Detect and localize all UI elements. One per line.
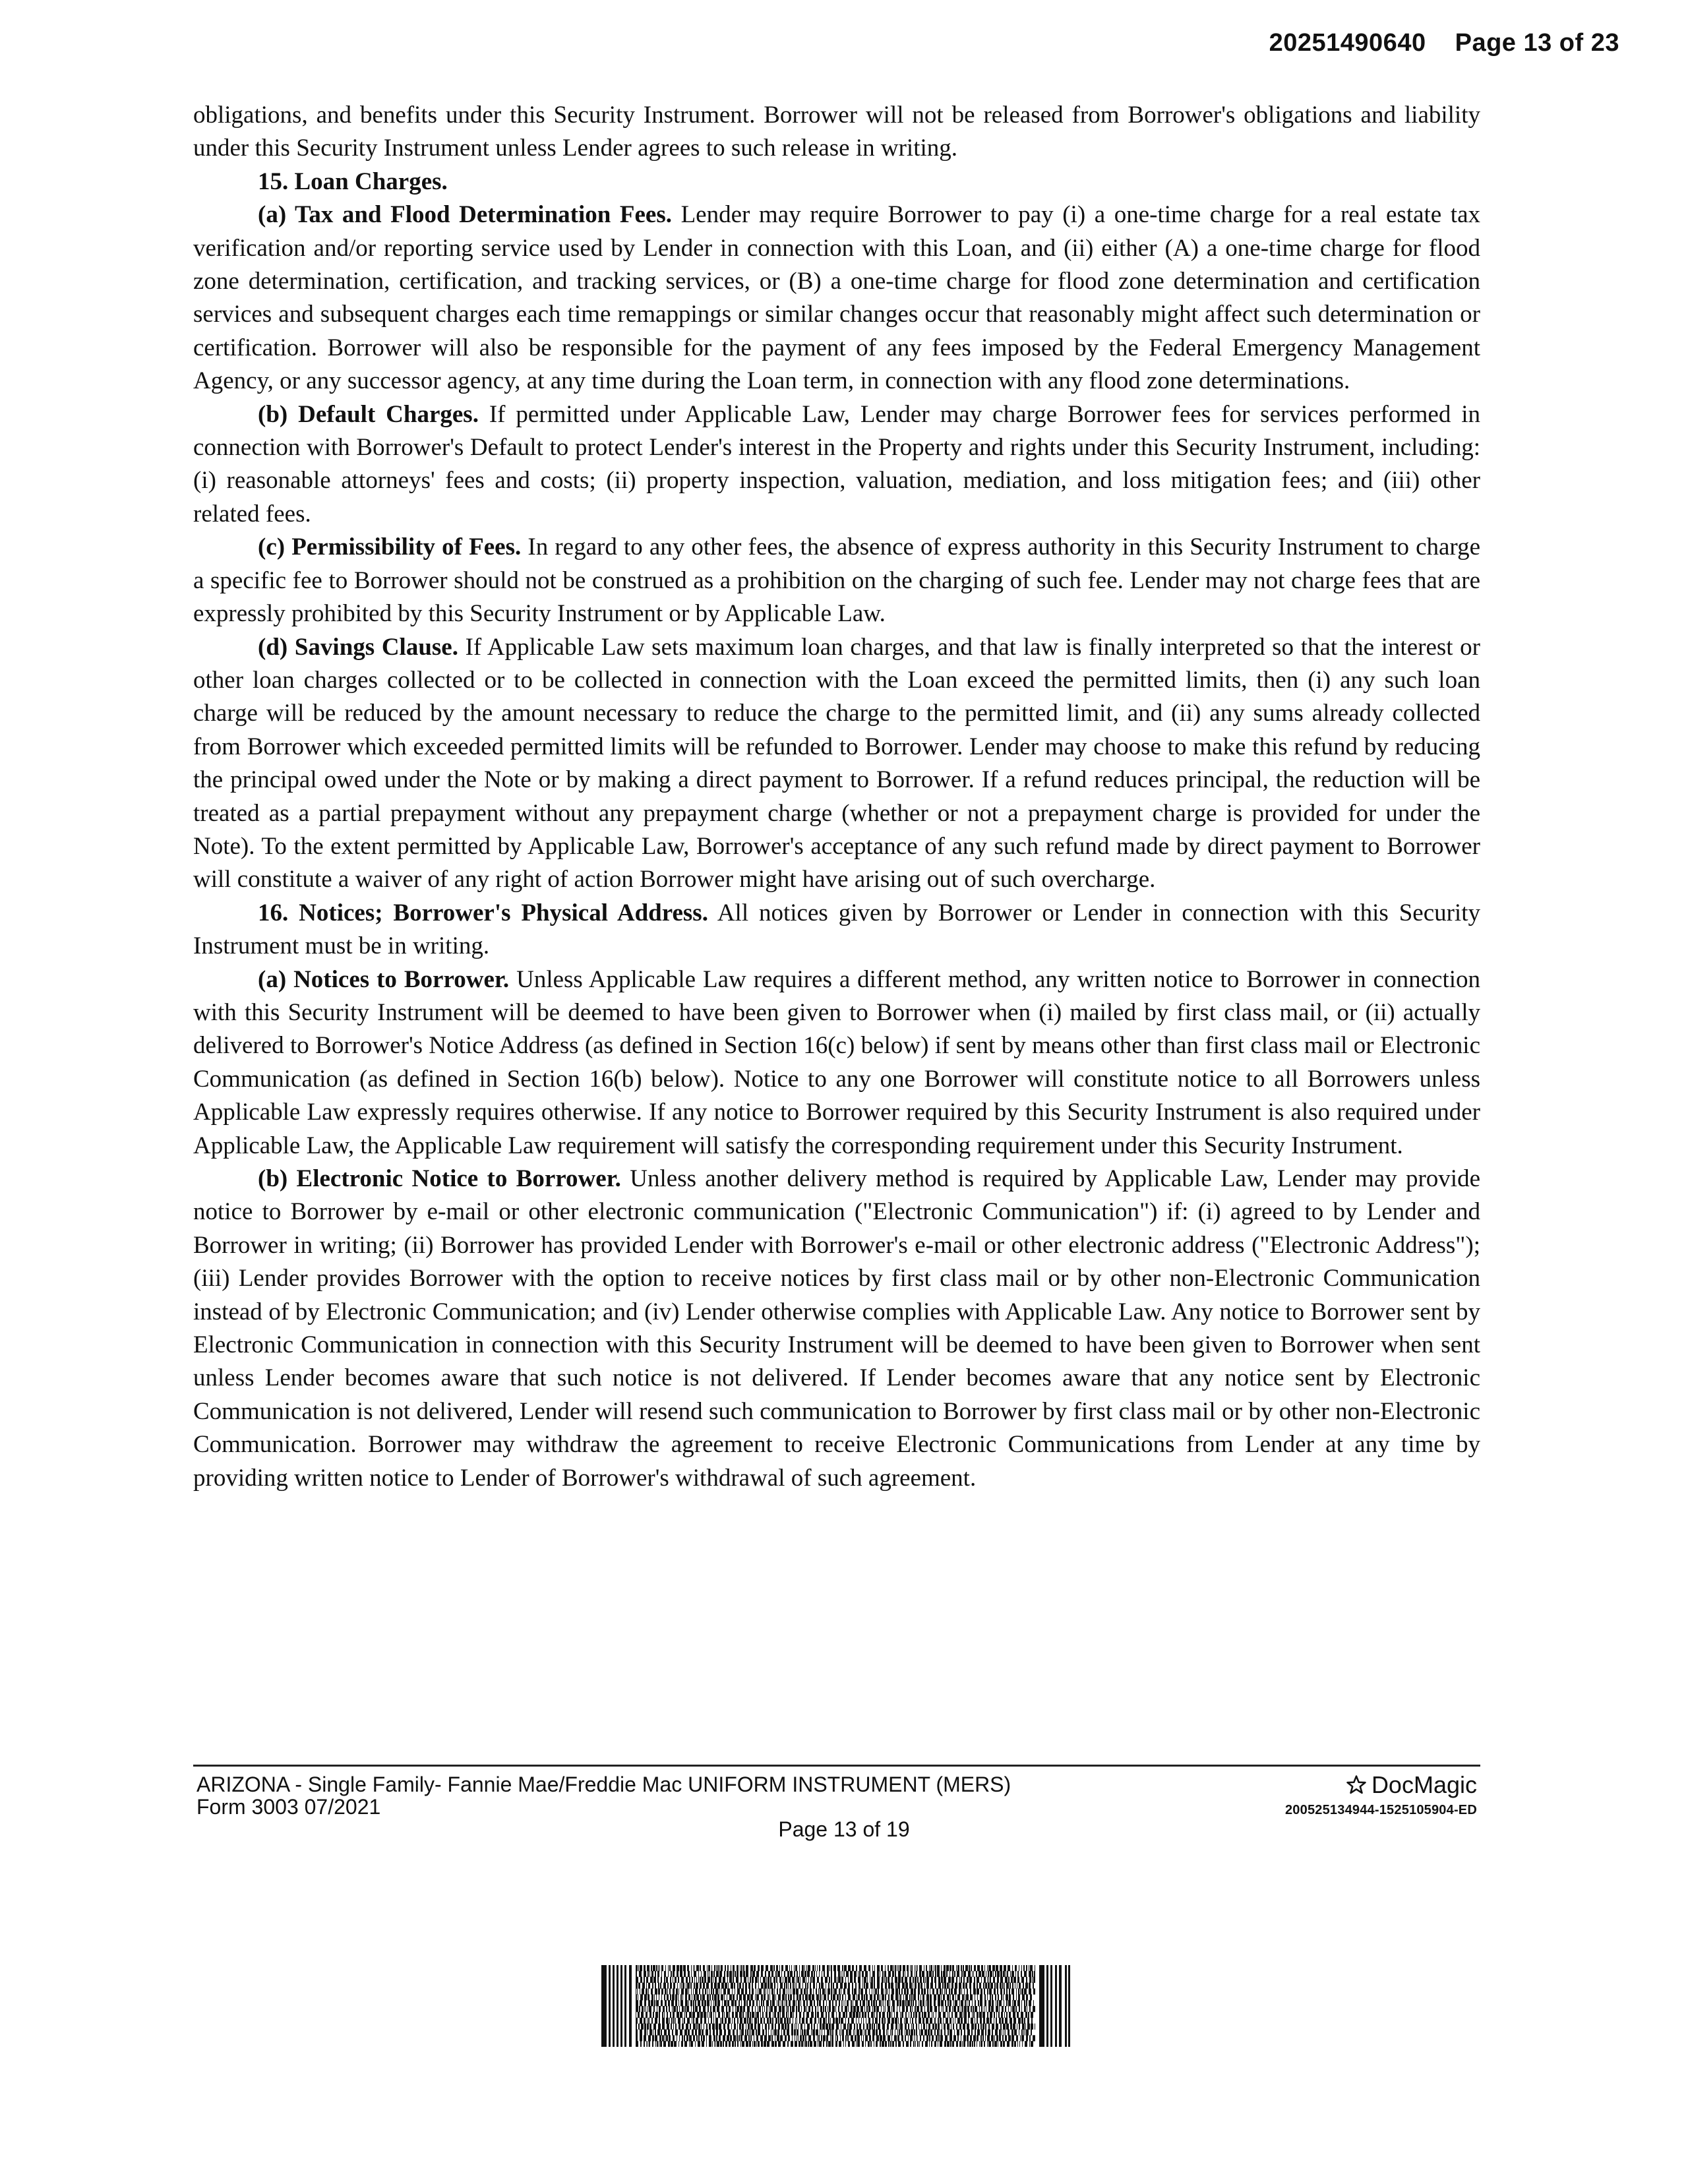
- subsection-heading: (b) Default Charges.: [258, 400, 479, 428]
- recording-header: [1269, 29, 1619, 57]
- document-code: 200525134944-1525105904-ED: [1284, 1803, 1477, 1817]
- recording-page-label: Page 13 of 23: [1455, 29, 1619, 57]
- section-16a: [193, 963, 1480, 1163]
- subsection-heading: (a) Notices to Borrower.: [258, 965, 510, 993]
- subsection-text: If permitted under Applicable Law, Lender may charge Borrower fees for services performed in connection with Borrower's Default to protect Lender's interest in the Property and rights under this Security Instrument, including: (i) reasonable attorneys' fees and costs; (ii) property inspection, valuation, mediation, and loss mitigation fees; and (iii) other related fees.: [193, 400, 1481, 528]
- brand-name: DocMagic: [1371, 1771, 1477, 1798]
- section-15-heading: [193, 166, 1480, 198]
- subsection-text: Unless Applicable Law requires a different method, any written notice to Borrower in connection with this Security Instrument will be deemed to have been given to Borrower when (i) mailed by first class mail, or (ii) actually delivered to Borrower's Notice Address (as defined in Section 16(c) below) if sent by means other than first class mail or Electronic Communication (as defined in Section 16(b) below). Notice to any one Borrower will constitute notice to all Borrowers unless Applicable Law expressly requires otherwise. If any notice to Borrower required by this Security Instrument is also required under Applicable Law, the Applicable Law requirement will satisfy the corresponding requirement under this Security Instrument.: [193, 965, 1480, 1159]
- document-body: [193, 99, 1480, 1495]
- section-16: [193, 897, 1480, 963]
- form-title: ARIZONA - Single Family- Fannie Mae/Freddie Mac UNIFORM INSTRUMENT (MERS): [196, 1773, 1011, 1796]
- docmagic-logo: [1345, 1771, 1477, 1799]
- section-text: All notices given by Borrower or Lender in connection with this Security Instrument must be in writing.: [193, 899, 1480, 960]
- subsection-text: Lender may require Borrower to pay (i) a one-time charge for a real estate tax verification and/or reporting service used by Lender in connection with this Loan, and (ii) either (A) a one-time charge for flood zone determination, certification, and tracking services, or (B) a one-time charge for flood zone determination and certification services and subsequent charges each time remappings or similar changes occur that reasonably might affect such determination or certification. Borrower will also be responsible for the payment of any fees imposed by the Federal Emergency Management Agency, or any successor agency, at any time during the Loan term, in connection with any flood zone determinations.: [193, 201, 1481, 395]
- paragraph-continuation: obligations, and benefits under this Security Instrument. Borrower will not be released from Borrower's obligations and liability under this Security Instrument unless Lender agrees to such release in writing.: [193, 102, 1480, 162]
- footer-page-number: Page 13 of 19: [778, 1817, 910, 1841]
- footer-divider: [193, 1765, 1480, 1767]
- subsection-text: If Applicable Law sets maximum loan charges, and that law is finally interpreted so that the interest or other loan charges collected or to be collected in connection with the Loan exceed the permitted limits, then (i) any such loan charge will be reduced by the amount necessary to reduce the charge to the permitted limit, and (ii) any sums already collected from Borrower which exceeded permitted limits will be refunded to Borrower. Lender may choose to make this refund by reducing the principal owed under the Note or by making a direct payment to Borrower. If a refund reduces principal, the reduction will be treated as a partial prepayment without any prepayment charge (whether or not a prepayment charge is provided for under the Note). To the extent permitted by Applicable Law, Borrower's acceptance of any such refund made by direct payment to Borrower will constitute a waiver of any right of action Borrower might have arising out of such overcharge.: [193, 633, 1480, 894]
- section-15b: [193, 398, 1480, 531]
- form-number: Form 3003 07/2021: [196, 1795, 381, 1819]
- subsection-heading: (a) Tax and Flood Determination Fees.: [258, 201, 672, 229]
- subsection-heading: (b) Electronic Notice to Borrower.: [258, 1165, 621, 1192]
- section-15c: [193, 531, 1480, 630]
- subsection-text: In regard to any other fees, the absence of express authority in this Security Instrument to charge a specific fee to Borrower should not be construed as a prohibition on the charging of such fee. Lender may not charge fees that are expressly prohibited by this Security Instrument or by Applicable Law.: [193, 533, 1481, 628]
- star-outline-icon: [1345, 1774, 1368, 1796]
- section-16b: [193, 1163, 1480, 1495]
- section-15d: [193, 631, 1480, 897]
- subsection-heading: (d) Savings Clause.: [258, 633, 458, 661]
- section-heading-text: 16. Notices; Borrower's Physical Address.: [258, 899, 708, 926]
- section-heading-text: 15. Loan Charges.: [258, 167, 448, 195]
- subsection-text: Unless another delivery method is required by Applicable Law, Lender may provide notice to Borrower by e-mail or other electronic communication ("Electronic Communication") if: (i) agreed to by Lender and Borrower in writing; (ii) Borrower has provided Lender with Borrower's e-mail or other electronic address ("Electronic Address"); (iii) Lender provides Borrower with the option to receive notices by first class mail or by other non-Electronic Communication instead of by Electronic Communication; and (iv) Lender otherwise complies with Applicable Law. Any notice to Borrower sent by Electronic Communication in connection with this Security Instrument will be deemed to have been given to Borrower when sent unless Lender becomes aware that such notice is not delivered. If Lender becomes aware that any notice sent by Electronic Communication is not delivered, Lender will resend such communication to Borrower by first class mail or by other non-Electronic Communication. Borrower may withdraw the agreement to receive Electronic Communications from Lender at any time by providing written notice to Lender of Borrower's withdrawal of such agreement.: [193, 1165, 1480, 1492]
- section-15a: [193, 198, 1480, 398]
- subsection-heading: (c) Permissibility of Fees.: [258, 533, 522, 561]
- pdf417-barcode: [601, 1965, 1071, 2047]
- recording-number: 20251490640: [1269, 29, 1426, 57]
